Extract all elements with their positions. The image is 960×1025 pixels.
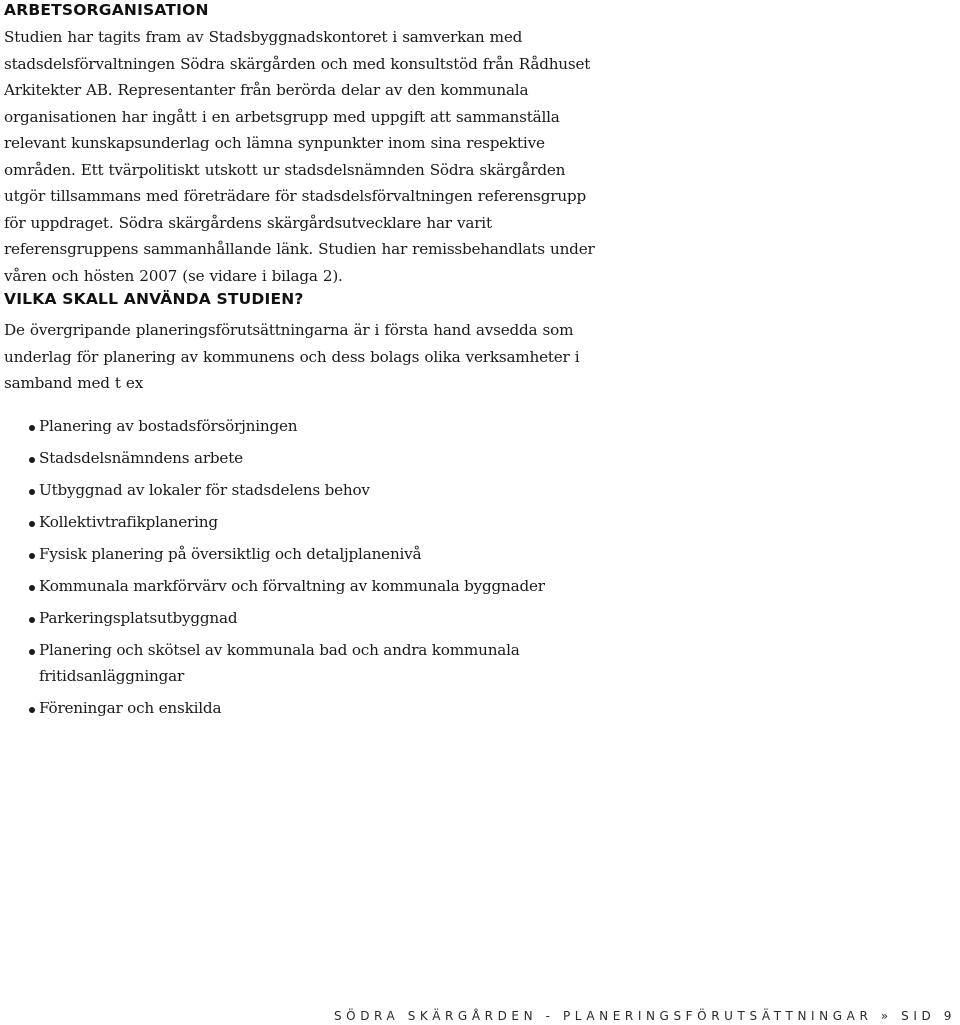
list-item-text: Kommunala markförvärv och förvaltning av kommunala byggnader [39, 576, 545, 595]
bullet-icon [29, 553, 35, 559]
bullet-list [4, 413, 594, 722]
body-paragraph: Studien har tagits fram av Stadsbyggnadskontoret i samverkan med stadsdelsförvaltningen Södra skärgården och med konsultstöd från Rådhuset Arkitekter AB. Representanter från berörda delar av den kommunala organisationen har ingått i en arbetsgrupp med uppgift att sammanställa relevant kunskapsunderlag och lämna synpunkter inom sina respektive områden. Ett tvärpolitiskt utskott ur stadsdelsnämnden Södra skärgården utgör tillsammans med företrädare för stadsdelsförvaltningen referensgrupp för uppdraget. Södra skärgårdens skärgårdsutvecklare har varit referensgruppens sammanhållande länk. Studien har remissbehandlats under våren och hösten 2007 (se vidare i bilaga 2). [4, 28, 595, 285]
list-item-text: Föreningar och enskilda [39, 699, 222, 717]
bullet-icon [29, 585, 35, 591]
bullet-icon [29, 707, 35, 713]
bullet-icon [29, 521, 35, 527]
list-item-text: Fysisk planering på översiktlig och detaljplanenivå [39, 544, 422, 563]
bullet-icon [29, 649, 35, 655]
section-heading: VILKA SKALL ANVÄNDA STUDIEN? [4, 290, 304, 308]
bullet-icon [29, 457, 35, 463]
list-item-text: Stadsdelsnämndens arbete [39, 448, 243, 467]
list-item [4, 413, 594, 440]
list-item [4, 605, 594, 632]
list-item-text: Planering av bostadsförsörjningen [39, 416, 298, 435]
list-item [4, 445, 594, 472]
list-item [4, 509, 594, 536]
list-item-text: Planering och skötsel av kommunala bad och andra kommunala fritidsanläggningar [39, 640, 520, 685]
section-heading: ARBETSORGANISATION [4, 1, 209, 19]
list-item-text: Utbyggnad av lokaler för stadsdelens behov [39, 480, 370, 499]
bullet-icon [29, 425, 35, 431]
bullet-icon [29, 489, 35, 495]
list-item [4, 541, 594, 568]
list-item [4, 573, 594, 600]
list-item [4, 477, 594, 504]
section-vilka-skall-anvanda [4, 289, 604, 727]
list-item [4, 695, 594, 722]
body-paragraph: De övergripande planeringsförutsättningarna är i första hand avsedda som underlag för planering av kommunens och dess bolags olika verksamheter i samband med t ex [4, 321, 580, 392]
page-footer: SÖDRA SKÄRGÅRDEN - PLANERINGSFÖRUTSÄTTNINGAR » SID 9 [333, 1009, 956, 1023]
list-item [4, 637, 594, 690]
section-arbetsorganisation [4, 0, 604, 289]
list-item-text: Parkeringsplatsutbyggnad [39, 608, 238, 627]
list-item-text: Kollektivtrafikplanering [39, 512, 218, 531]
bullet-icon [29, 617, 35, 623]
